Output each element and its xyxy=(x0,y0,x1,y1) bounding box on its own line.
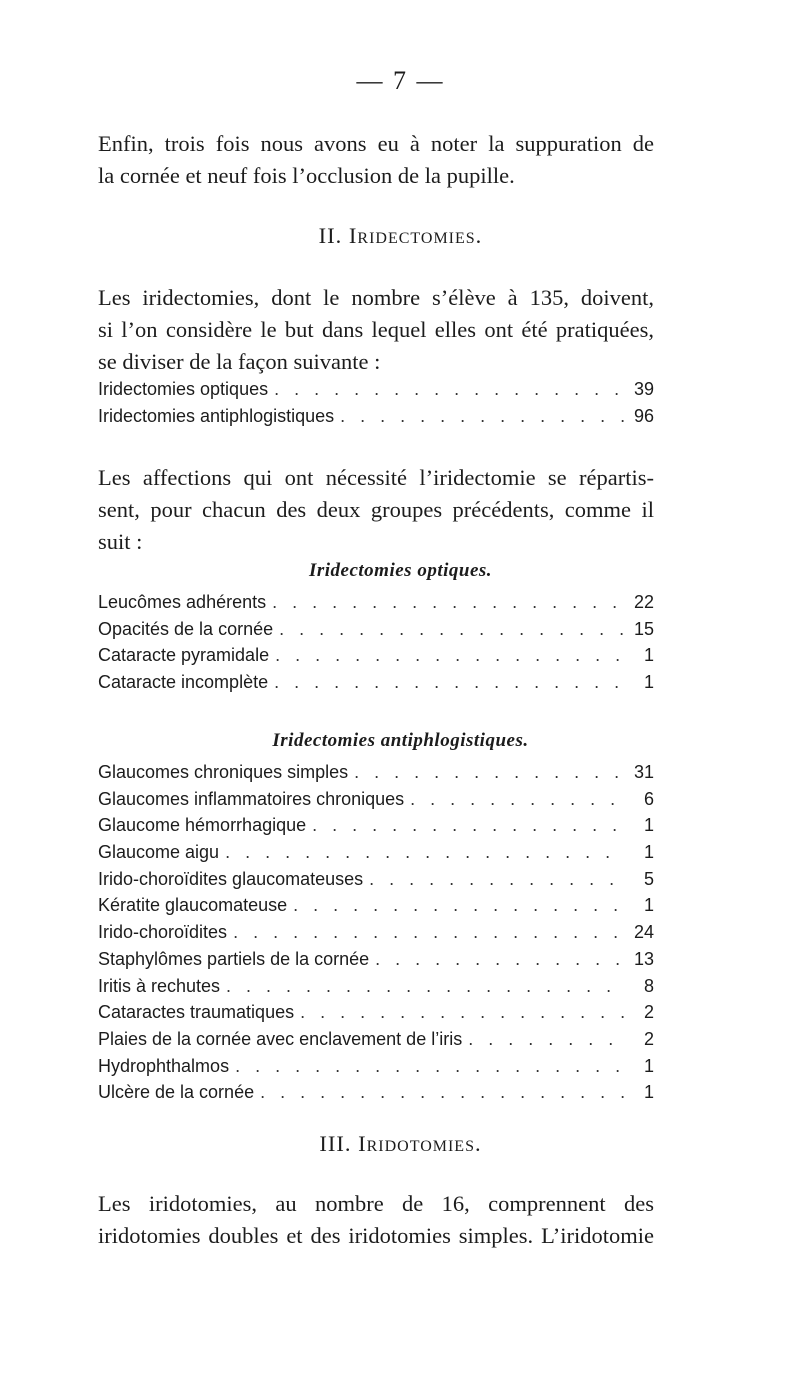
item-count: 22 xyxy=(633,592,654,612)
item-count: 1 xyxy=(643,1055,654,1076)
list-item xyxy=(98,1002,654,1029)
dot-leader xyxy=(340,406,624,427)
item-label: Cataracte pyramidale xyxy=(98,645,270,666)
dot-leader xyxy=(410,789,624,810)
item-count: 1 xyxy=(643,672,654,693)
text-line: Les iridotomies, au nombre de 16, comprennent des xyxy=(98,1191,654,1216)
dot-leader xyxy=(312,815,624,836)
item-count: 1 xyxy=(643,645,654,666)
iridectomies-paragraph xyxy=(98,282,654,378)
item-count: 2 xyxy=(643,1002,654,1023)
item-label: Hydrophthalmos xyxy=(98,1055,230,1076)
item-label: Plaies de la cornée avec enclavement de l’iris xyxy=(98,1028,463,1049)
list-item xyxy=(98,672,654,699)
list-item xyxy=(98,949,654,976)
dot-leader xyxy=(272,592,624,613)
summary-list xyxy=(98,379,654,432)
item-count: 96 xyxy=(633,405,654,426)
page-number: — 7 — xyxy=(356,66,445,95)
item-count: 2 xyxy=(643,1028,654,1049)
dot-leader xyxy=(274,672,624,693)
dot-leader xyxy=(274,379,624,400)
affections-paragraph xyxy=(98,462,654,558)
text-line: suit : xyxy=(98,529,143,554)
list-item xyxy=(98,645,654,672)
subheading-optiques: Iridectomies optiques. xyxy=(308,560,493,581)
list-item xyxy=(98,922,654,949)
section-title: Iridotomies. xyxy=(358,1131,482,1156)
item-label: Irido-choroïdites xyxy=(98,922,228,943)
dot-leader xyxy=(279,619,624,640)
item-label: Iridectomies optiques xyxy=(98,379,269,399)
text-line: iridotomies doubles et des iridotomies simples. L’iridotomie xyxy=(98,1223,654,1248)
text-line: Enfin, trois fois nous avons eu à noter la suppuration de xyxy=(98,131,654,156)
list-item xyxy=(98,842,654,869)
dot-leader xyxy=(275,645,624,666)
section-heading-iridectomies xyxy=(0,223,801,249)
list-item xyxy=(98,619,654,646)
item-count: 24 xyxy=(633,922,654,943)
dot-leader xyxy=(225,842,624,863)
dot-leader xyxy=(233,922,624,943)
text-line: sent, pour chacun des deux groupes précédents, comme il xyxy=(98,497,654,522)
text-line: si l’on considère le but dans lequel elles ont été pratiquées, xyxy=(98,317,654,342)
item-label: Irido-choroïdites glaucomateuses xyxy=(98,868,364,889)
section-numeral: III. xyxy=(319,1131,352,1156)
item-label: Iridectomies antiphlogistiques xyxy=(98,405,335,426)
dot-leader xyxy=(260,1082,624,1103)
optiques-list xyxy=(98,592,654,699)
item-count: 1 xyxy=(643,895,654,916)
subheading-antiphlogistiques: Iridectomies antiphlogistiques. xyxy=(272,730,529,751)
item-label: Leucômes adhérents xyxy=(98,592,267,612)
item-label: Cataracte incomplète xyxy=(98,672,269,693)
list-item xyxy=(98,1082,654,1109)
list-item xyxy=(98,379,654,406)
iridotomies-paragraph xyxy=(98,1188,654,1252)
item-count: 1 xyxy=(643,815,654,836)
list-item xyxy=(98,1056,654,1083)
section-numeral: II. xyxy=(318,223,343,248)
list-item xyxy=(98,815,654,842)
dot-leader xyxy=(354,762,624,783)
antiphlogistiques-list xyxy=(98,762,654,1109)
text-line: se diviser de la façon suivante : xyxy=(98,349,381,374)
dot-leader xyxy=(468,1029,624,1050)
item-count: 5 xyxy=(643,868,654,889)
intro-paragraph xyxy=(98,128,654,192)
text-line: Les affections qui ont nécessité l’iridectomie se répartis- xyxy=(98,465,654,490)
list-item xyxy=(98,592,654,619)
list-item xyxy=(98,895,654,922)
item-label: Staphylômes partiels de la cornée xyxy=(98,948,370,969)
item-label: Cataractes traumatiques xyxy=(98,1002,295,1023)
item-count: 1 xyxy=(643,842,654,863)
text-line: Les iridectomies, dont le nombre s’élève à 135, doivent, xyxy=(98,285,654,310)
item-count: 8 xyxy=(643,975,654,996)
section-heading-iridotomies xyxy=(0,1131,801,1157)
item-label: Iritis à rechutes xyxy=(98,975,221,996)
item-label: Glaucomes inflammatoires chroniques xyxy=(98,788,405,809)
item-label: Glaucomes chroniques simples xyxy=(98,762,349,782)
item-label: Opacités de la cornée xyxy=(98,618,274,639)
item-count: 13 xyxy=(633,948,654,969)
list-item xyxy=(98,1029,654,1056)
item-label: Ulcère de la cornée xyxy=(98,1082,255,1103)
dot-leader xyxy=(226,976,624,997)
list-item xyxy=(98,976,654,1003)
item-count: 1 xyxy=(643,1082,654,1103)
dot-leader xyxy=(293,895,624,916)
item-label: Glaucome hémorrhagique xyxy=(98,815,307,836)
item-count: 6 xyxy=(643,788,654,809)
item-label: Kératite glaucomateuse xyxy=(98,895,288,916)
item-count: 39 xyxy=(633,379,654,399)
section-title: Iridectomies. xyxy=(348,223,483,248)
list-item xyxy=(98,406,654,433)
item-count: 31 xyxy=(633,762,654,782)
list-item xyxy=(98,762,654,789)
text-line: la cornée et neuf fois l’occlusion de la pupille. xyxy=(98,163,515,188)
dot-leader xyxy=(235,1056,624,1077)
list-item xyxy=(98,869,654,896)
list-item xyxy=(98,789,654,816)
dot-leader xyxy=(369,869,624,890)
item-count: 15 xyxy=(633,618,654,639)
dot-leader xyxy=(300,1002,624,1023)
dot-leader xyxy=(375,949,624,970)
item-label: Glaucome aigu xyxy=(98,842,220,863)
